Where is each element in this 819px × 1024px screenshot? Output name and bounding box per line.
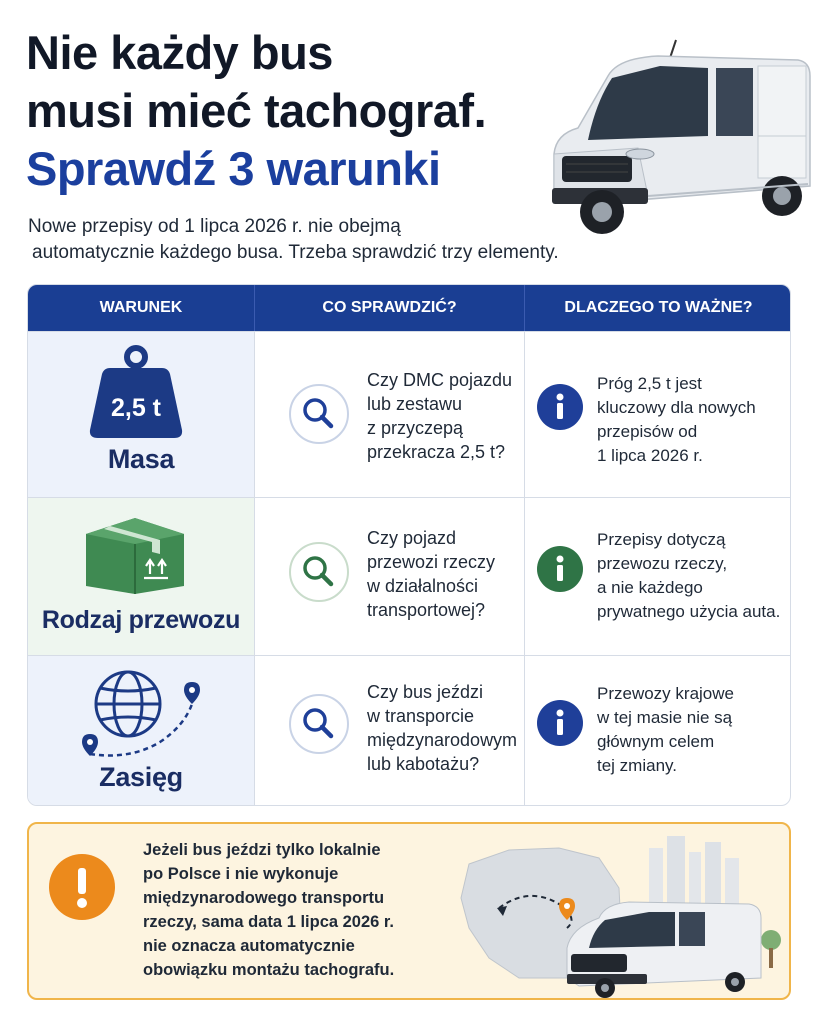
condition-cell	[28, 498, 254, 655]
header-co-sprawdzic: CO SPRAWDZIĆ?	[254, 285, 524, 331]
exclamation-icon	[49, 854, 115, 920]
table-row	[28, 331, 791, 497]
weight-label: 2,5 t	[110, 394, 162, 422]
check-text: Czy pojazd przewozi rzeczy w działalności transportowej?	[367, 528, 496, 620]
why-text: Przewozy krajowe w tej masie nie są głównym celem tej zmiany.	[597, 684, 734, 775]
notice-box	[27, 822, 791, 1000]
info-icon	[537, 384, 583, 430]
check-text: Czy DMC pojazdu lub zestawu z przyczepą przekracza 2,5 t?	[367, 370, 513, 462]
condition-cell	[28, 656, 254, 806]
conditions-table	[27, 284, 791, 806]
check-text: Czy bus jeździ w transporcie międzynarodowym lub kabotażu?	[367, 682, 518, 774]
title-line-3: Sprawdź 3 warunki	[26, 142, 441, 195]
globe-route-icon	[80, 664, 210, 762]
table-row	[28, 497, 791, 655]
check-cell	[254, 332, 524, 497]
info-icon	[537, 546, 583, 592]
poland-map-van-illustration	[449, 828, 789, 998]
title-line-1: Nie każdy bus	[26, 26, 333, 79]
table-row	[28, 655, 791, 806]
check-cell	[254, 498, 524, 655]
condition-label-rodzaj-przewozu: Rodzaj przewozu	[41, 606, 241, 634]
title-line-2: musi mieć tachograf.	[26, 84, 487, 137]
why-text: Przepisy dotyczą przewozu rzeczy, a nie każdego prywatnego użycia auta.	[597, 530, 781, 621]
search-icon	[289, 542, 349, 602]
why-cell	[524, 332, 791, 497]
condition-label-zasieg: Zasięg	[99, 762, 183, 792]
intro-text	[28, 214, 628, 266]
header-warunek: WARUNEK	[99, 299, 183, 316]
why-text: Próg 2,5 t jest kluczowy dla nowych przepisów od 1 lipca 2026 r.	[597, 374, 756, 465]
intro-line-1: Nowe przepisy od 1 lipca 2026 r. nie obejmą	[28, 216, 401, 237]
table-header	[28, 285, 791, 331]
package-icon	[80, 514, 190, 596]
page-title	[26, 24, 566, 198]
why-cell	[524, 656, 791, 806]
check-cell	[254, 656, 524, 806]
why-cell	[524, 498, 791, 655]
info-icon	[537, 700, 583, 746]
condition-label-masa: Masa	[107, 444, 175, 474]
notice-text: Jeżeli bus jeździ tylko lokalnie po Polsce i nie wykonuje międzynarodowego transportu rzeczy, sama data 1 lipca 2026 r. nie oznacza automatycznie obowiązku montażu tachografu.	[143, 841, 395, 979]
search-icon	[289, 384, 349, 444]
header-dlaczego: DLACZEGO TO WAŻNE?	[524, 285, 791, 331]
search-icon	[289, 694, 349, 754]
intro-line-2: automatycznie każdego busa. Trzeba sprawdzić trzy elementy.	[32, 242, 559, 263]
condition-cell	[28, 332, 254, 497]
weight-icon	[88, 344, 184, 442]
